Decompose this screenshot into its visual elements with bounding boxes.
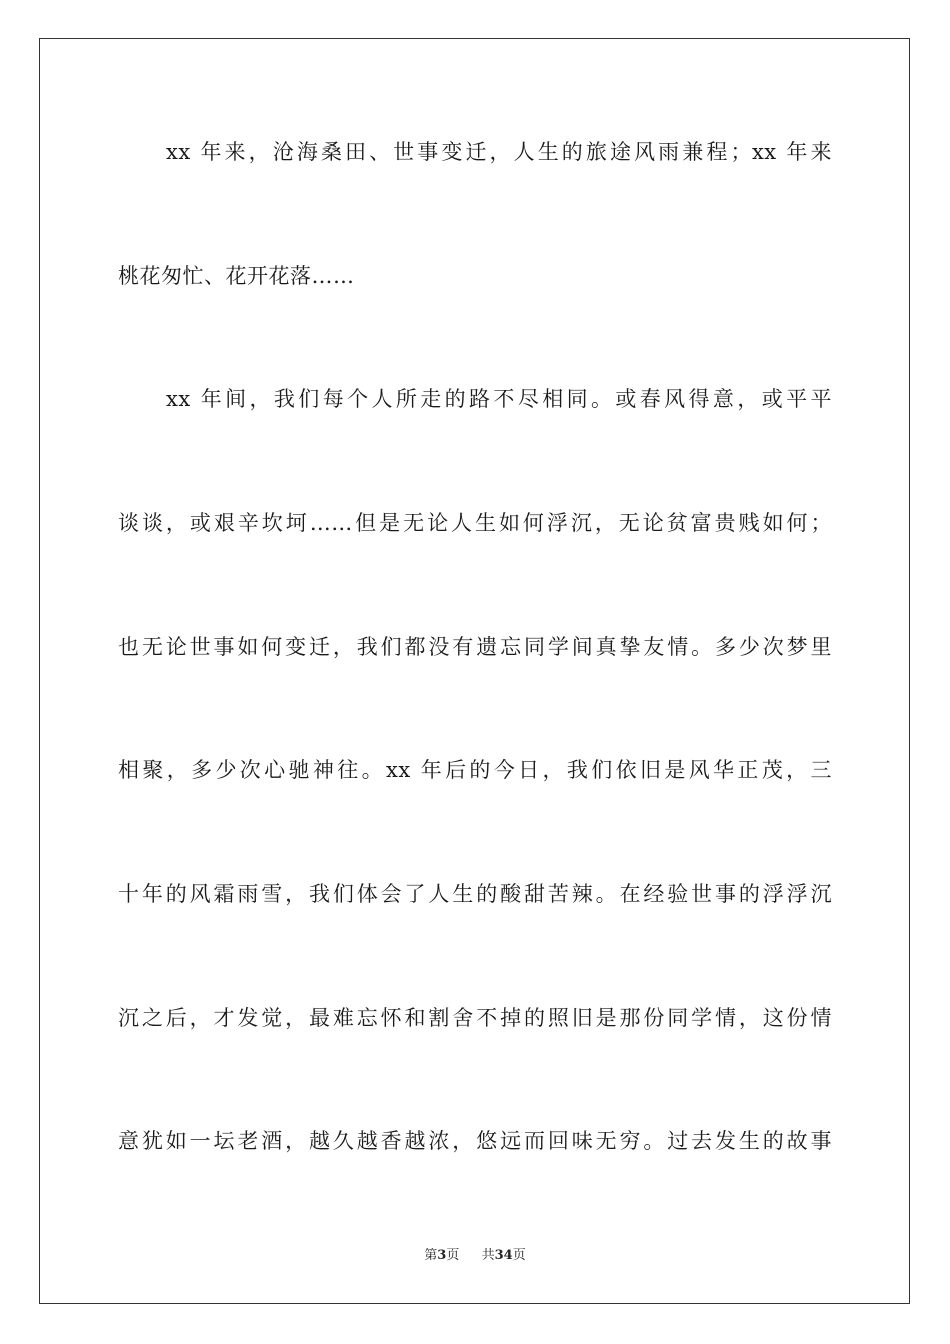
total-prefix: 共 [481,1248,495,1263]
paragraph-2-line-5: 十年的风霜雨雪，我们体会了人生的酸甜苦辣。在经验世事的浮浮沉 [118,882,832,906]
paragraph-2-line-2: 谈谈，或艰辛坎坷……但是无论人生如何浮沉，无论贫富贵贱如何； [118,511,832,535]
page-number: 3 [437,1248,447,1263]
total-suffix: 页 [512,1248,526,1263]
total-pages: 34 [494,1248,513,1263]
page-border [39,38,910,1304]
paragraph-2-line-4: 相聚，多少次心驰神往。xx 年后的今日，我们依旧是风华正茂，三 [118,758,832,782]
paragraph-2-line-6: 沉之后，才发觉，最难忘怀和割舍不掉的照旧是那份同学情，这份情 [118,1006,832,1030]
paragraph-2-line-3: 也无论世事如何变迁，我们都没有遗忘同学间真挚友情。多少次梦里 [118,635,832,659]
paragraph-2-line-7: 意犹如一坛老酒，越久越香越浓，悠远而回味无穷。过去发生的故事 [118,1129,832,1153]
paragraph-1-line-2: 桃花匆忙、花开花落…… [118,264,355,288]
paragraph-1-line-1: xx 年来，沧海桑田、世事变迁，人生的旅途风雨兼程；xx 年来 [166,140,832,164]
paragraph-2-line-1: xx 年间，我们每个人所走的路不尽相同。或春风得意，或平平 [166,387,832,411]
page-footer [0,1247,950,1265]
page-suffix: 页 [446,1248,460,1263]
page-prefix: 第 [424,1248,438,1263]
